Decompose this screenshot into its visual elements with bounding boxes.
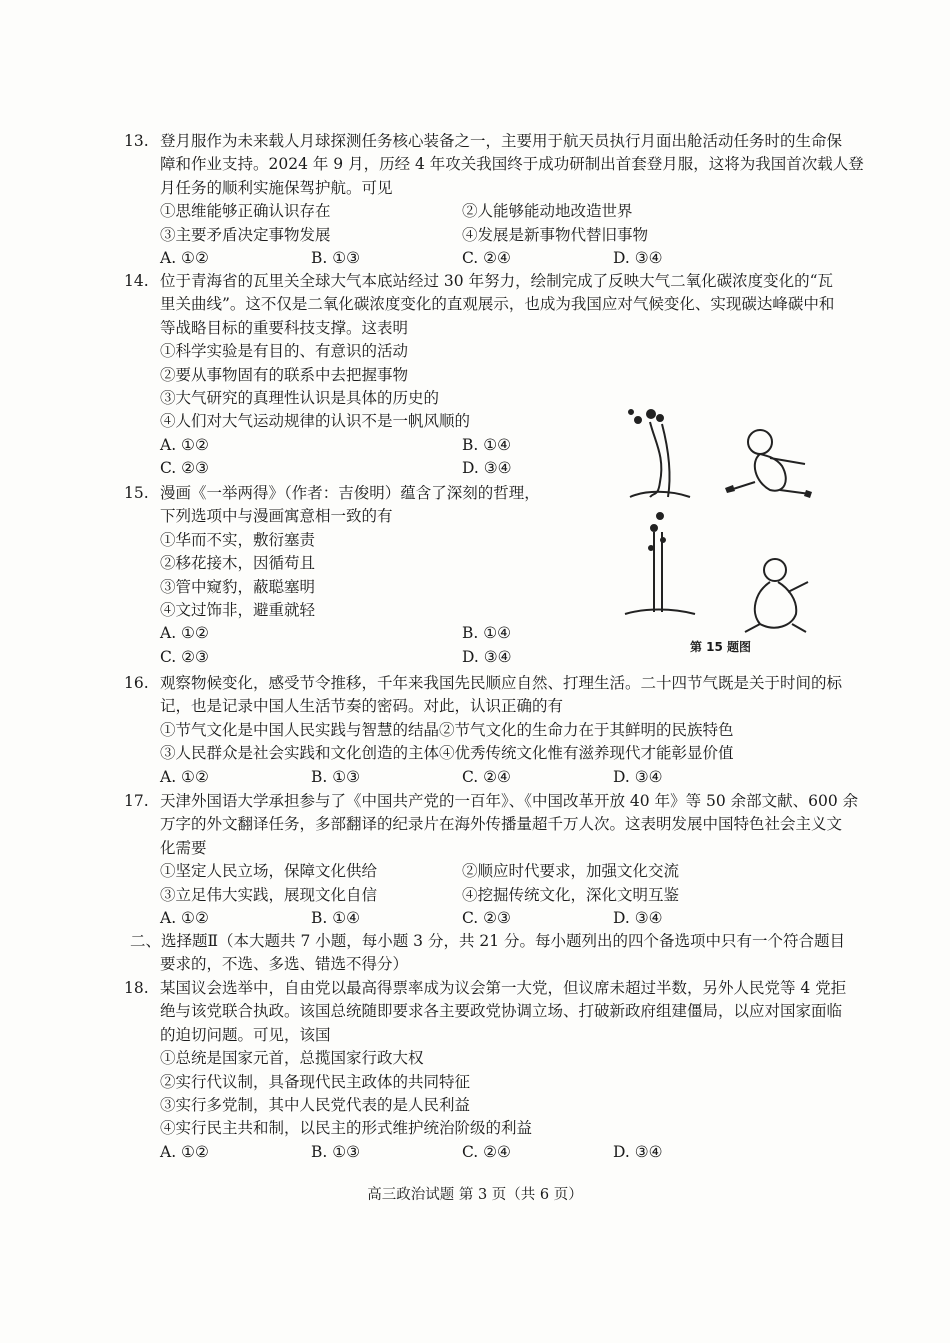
option-b: B. ①④ [462, 624, 512, 643]
statement-2: ②要从事物固有的联系中去把握事物 [160, 365, 409, 384]
question-16 [124, 672, 843, 789]
statement-1: ①科学实验是有目的、有意识的活动 [160, 342, 409, 361]
running-man-top [725, 430, 812, 498]
option-d: D. ③④ [462, 647, 512, 666]
option-c: C. ②④ [462, 767, 511, 786]
option-b: B. ①④ [311, 909, 361, 928]
crouching-man-bottom [745, 559, 808, 632]
question-stem-line: 里关曲线”。这不仅是二氧化碳浓度变化的直观展示，也成为我国应对气候变化、实现碳达峰碳中和 [160, 295, 835, 314]
section-title: 二、选择题Ⅱ（本大题共 7 小题，每小题 3 分，共 21 分。每小题列出的四个备选项中只有一个符合题目 [130, 932, 846, 950]
question-stem-line: 某国议会选举中，自由党以最高得票率成为议会第一大党，但议席未超过半数，另外人民党等 4 党拒 [160, 979, 847, 997]
page-footer: 高三政治试题 第 3 页（共 6 页） [367, 1187, 583, 1203]
option-a: A. ①② [160, 249, 209, 268]
option-b: B. ①④ [462, 435, 512, 454]
question-stem-line: 下列选项中与漫画寓意相一致的有 [160, 507, 393, 526]
statement-1: ①华而不实，敷衍塞责 [160, 530, 316, 549]
statements-3-4: ③人民群众是社会实践和文化创造的主体④优秀传统文化惟有滋养现代才能彰显价值 [160, 744, 734, 763]
option-c: C. ②③ [462, 909, 511, 928]
question-number: 16. [124, 674, 149, 692]
option-c: C. ②③ [160, 647, 209, 666]
question-stem-line: 记，也是记录中国人生活节奏的密码。对此，认识正确的有 [160, 697, 564, 716]
question-stem-line: 等战略目标的重要科技支撑。这表明 [160, 318, 409, 337]
question-stem-line: 万字的外文翻译任务，多部翻译的纪录片在海外传播量超千万人次。这表明发展中国特色社会主义文 [160, 815, 843, 834]
tree-drawing-bottom [625, 512, 695, 614]
statement-1: ①总统是国家元首，总揽国家行政大权 [160, 1049, 424, 1068]
question-stem-line: 绝与该党联合执政。该国总统随即要求各主要政党协调立场、打破新政府组建僵局，以应对国家面临 [160, 1002, 843, 1021]
statement-4: ④文过饰非，避重就轻 [160, 601, 316, 620]
statement-4: ④人们对大气运动规律的认识不是一帆风顺的 [160, 412, 471, 431]
option-a: A. ①② [160, 1142, 209, 1161]
cartoon-figure [610, 402, 830, 662]
option-a: A. ①② [160, 767, 209, 786]
question-stem-line: 障和作业支持。2024 年 9 月，历经 4 年攻关我国终于成功研制出首套登月服，这将为我国首次载人登 [160, 155, 864, 174]
statement-3: ③主要矛盾决定事物发展 [160, 225, 331, 244]
question-stem-line: 天津外国语大学承担参与了《中国共产党的一百年》、《中国改革开放 40 年》等 50 余部文献、600 余 [160, 792, 859, 810]
question-stem-line: 漫画《一举两得》（作者：吉俊明）蕴含了深刻的哲理， [160, 484, 540, 502]
statements-1-2: ①节气文化是中国人民实践与智慧的结晶②节气文化的生命力在于其鲜明的民族特色 [160, 720, 734, 739]
question-number: 14. [124, 272, 149, 290]
option-a: A. ①② [160, 624, 209, 643]
question-stem-line: 月任务的顺利实施保驾护航。可见 [160, 178, 393, 197]
question-17 [124, 790, 859, 930]
statement-4: ④发展是新事物代替旧事物 [462, 225, 649, 244]
option-c: C. ②④ [462, 249, 511, 268]
figure-caption: 第 15 题图 [690, 640, 752, 654]
question-stem-line: 化需要 [160, 838, 207, 857]
question-stem-line: 位于青海省的瓦里关全球大气本底站经过 30 年努力，绘制完成了反映大气二氧化碳浓度变化的“瓦 [160, 272, 834, 290]
question-number: 17. [124, 792, 149, 810]
question-18 [124, 977, 847, 1164]
statement-2: ②移花接木，因循苟且 [160, 554, 316, 573]
statement-4: ④实行民主共和制，以民主的形式维护统治阶级的利益 [160, 1119, 533, 1138]
statement-2: ②人能够能动地改造世界 [462, 202, 633, 221]
question-13 [124, 130, 864, 270]
option-d: D. ③④ [462, 459, 512, 478]
statement-4: ④挖掘传统文化，深化文明互鉴 [462, 885, 680, 904]
option-c: C. ②④ [462, 1142, 511, 1161]
statement-3: ③实行多党制，其中人民党代表的是人民利益 [160, 1096, 471, 1115]
statement-1: ①坚定人民立场，保障文化供给 [160, 862, 378, 881]
option-b: B. ①③ [311, 767, 361, 786]
statement-3: ③管中窥豹，蔽聪塞明 [160, 577, 316, 596]
option-b: B. ①③ [311, 249, 361, 268]
option-a: A. ①② [160, 909, 209, 928]
option-c: C. ②③ [160, 459, 209, 478]
statement-2: ②实行代议制，具备现代民主政体的共同特征 [160, 1072, 471, 1091]
question-number: 18. [124, 979, 149, 997]
option-d: D. ③④ [613, 249, 663, 268]
question-stem-line: 观察物候变化，感受节令推移，千年来我国先民顺应自然、打理生活。二十四节气既是关于时间的标 [160, 674, 843, 692]
statement-2: ②顺应时代要求，加强文化交流 [462, 862, 680, 881]
question-stem-line: 登月服作为未来载人月球探测任务核心装备之一，主要用于航天员执行月面出舱活动任务时的生命保 [160, 132, 843, 150]
question-number: 13. [124, 132, 149, 150]
option-a: A. ①② [160, 435, 209, 454]
question-number: 15. [124, 484, 149, 502]
section-2-header [130, 930, 846, 977]
statement-1: ①思维能够正确认识存在 [160, 202, 331, 221]
tree-drawing-top [628, 409, 690, 497]
section-instructions: 要求的，不选、多选、错选不得分） [160, 955, 409, 974]
option-d: D. ③④ [613, 767, 663, 786]
option-d: D. ③④ [613, 909, 663, 928]
statement-3: ③立足伟大实践，展现文化自信 [160, 885, 378, 904]
option-b: B. ①③ [311, 1142, 361, 1161]
statement-3: ③大气研究的真理性认识是具体的历史的 [160, 389, 440, 408]
option-d: D. ③④ [613, 1142, 663, 1161]
question-stem-line: 的迫切问题。可见，该国 [160, 1025, 331, 1044]
